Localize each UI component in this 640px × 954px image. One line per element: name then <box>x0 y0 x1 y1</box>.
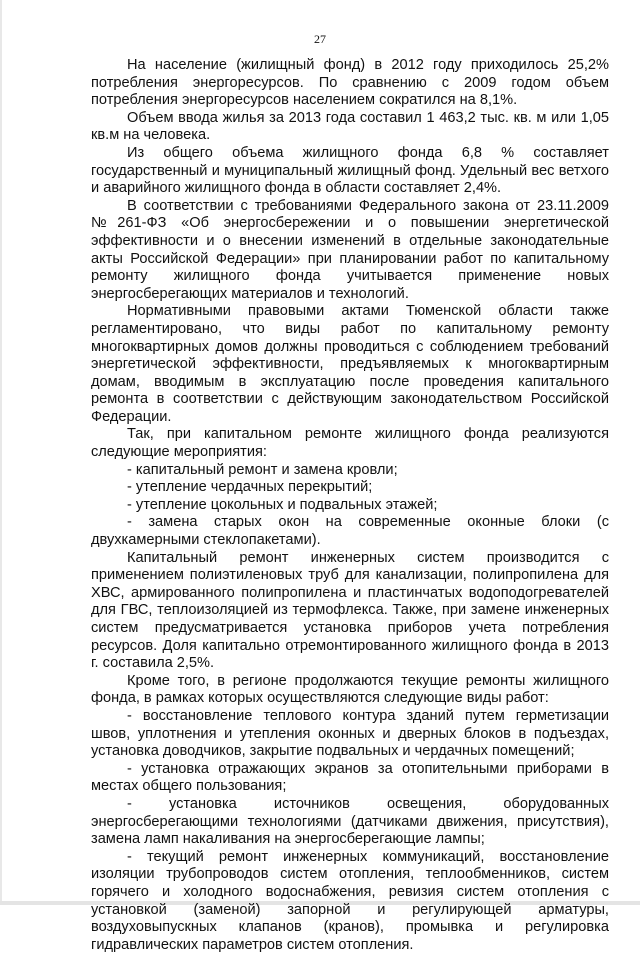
paragraph-housing-input: Объем ввода жилья за 2013 года составил 1 463,2 тыс. кв. м или 1,05 кв.м на человека. <box>91 109 609 144</box>
list-item: - замена старых окон на современные оконные блоки (с двухкамерными стеклопакетами). <box>91 514 609 549</box>
paragraph-federal-law: В соответствии с требованиями Федерального закона от 23.11.2009 №261-ФЗ «Об энергосбережении и о повышении энергетической эффективности и о внесении изменений в отдельные законодательные акты Российской Федерации» при планировании работ по капитальному ремонту жилищного фонда учитывается применение новых энергосберегающих материалов и технологий. <box>91 197 609 302</box>
list-item: - утепление чердачных перекрытий; <box>127 479 373 496</box>
paragraph-regional-acts: Нормативными правовыми актами Тюменской области также регламентировано, что виды работ по капитальному ремонту многоквартирных домов должны проводиться с соблюдением требований энергетической эффективности, предъявляемых к многоквартирным домам, вводимым в эксплуатацию после проведения капитального ремонта в соответствии с действующим законодательством Российской Федерации. <box>91 303 609 425</box>
page-number: 27 <box>314 32 326 46</box>
list-item: - восстановление теплового контура зданий путем герметизации швов, уплотнения и утепления оконных и дверных блоков в подъездах, установка доводчиков, закрытие подвальных и чердачных помещений; <box>91 707 609 760</box>
list-item: - утепление цокольных и подвальных этажей; <box>127 496 438 513</box>
body-text <box>91 57 609 954</box>
paragraph-measures-intro: Так, при капитальном ремонте жилищного фонда реализуются следующие мероприятия: <box>91 426 609 461</box>
scan-edge-left <box>0 0 2 905</box>
paragraph-population-share: На население (жилищный фонд) в 2012 году приходилось 25,2% потребления энергоресурсов. По сравнению с 2009 годом объем потребления энергоресурсов населением сократился на 8,1%. <box>91 57 609 109</box>
list-item: - установка источников освещения, оборудованных энергосберегающими технологиями (датчиками движения, присутствия), замена ламп накаливания на энергосберегающие лампы; <box>91 795 609 848</box>
paragraph-engineering-systems: Капитальный ремонт инженерных систем производится с применением полиэтиленовых труб для канализации, полипропилена для ХВС, армированного полипропилена и пластинчатых водоподогревателей для ГВС, теплоизоляцией из термофлекса. Также, при замене инженерных систем предусматривается установка приборов учета потребления ресурсов. Доля капитально отремонтированного жилищного фонда в 2013 г. составила 2,5%. <box>91 549 609 672</box>
list-item: - установка отражающих экранов за отопительными приборами в местах общего пользования; <box>91 760 609 795</box>
paragraph-current-repairs-intro: Кроме того, в регионе продолжаются текущие ремонты жилищного фонда, в рамках которых осуществляются следующие виды работ: <box>91 672 609 707</box>
list-item: - капитальный ремонт и замена кровли; <box>127 461 398 478</box>
paragraph-state-housing: Из общего объема жилищного фонда 6,8 % составляет государственный и муниципальный жилищный фонд. Удельный вес ветхого и аварийного жилищного фонда в области составляет 2,4%. <box>91 144 609 197</box>
list-item: - текущий ремонт инженерных коммуникаций, восстановление изоляции трубопроводов систем отопления, теплообменников, систем горячего и холодного водоснабжения, ревизия систем отопления с установкой (заменой) запорной и регулирующей арматуры, воздуховыпускных клапанов (кранов), промывка и регулировка гидравлических параметров систем отопления. <box>91 848 609 953</box>
